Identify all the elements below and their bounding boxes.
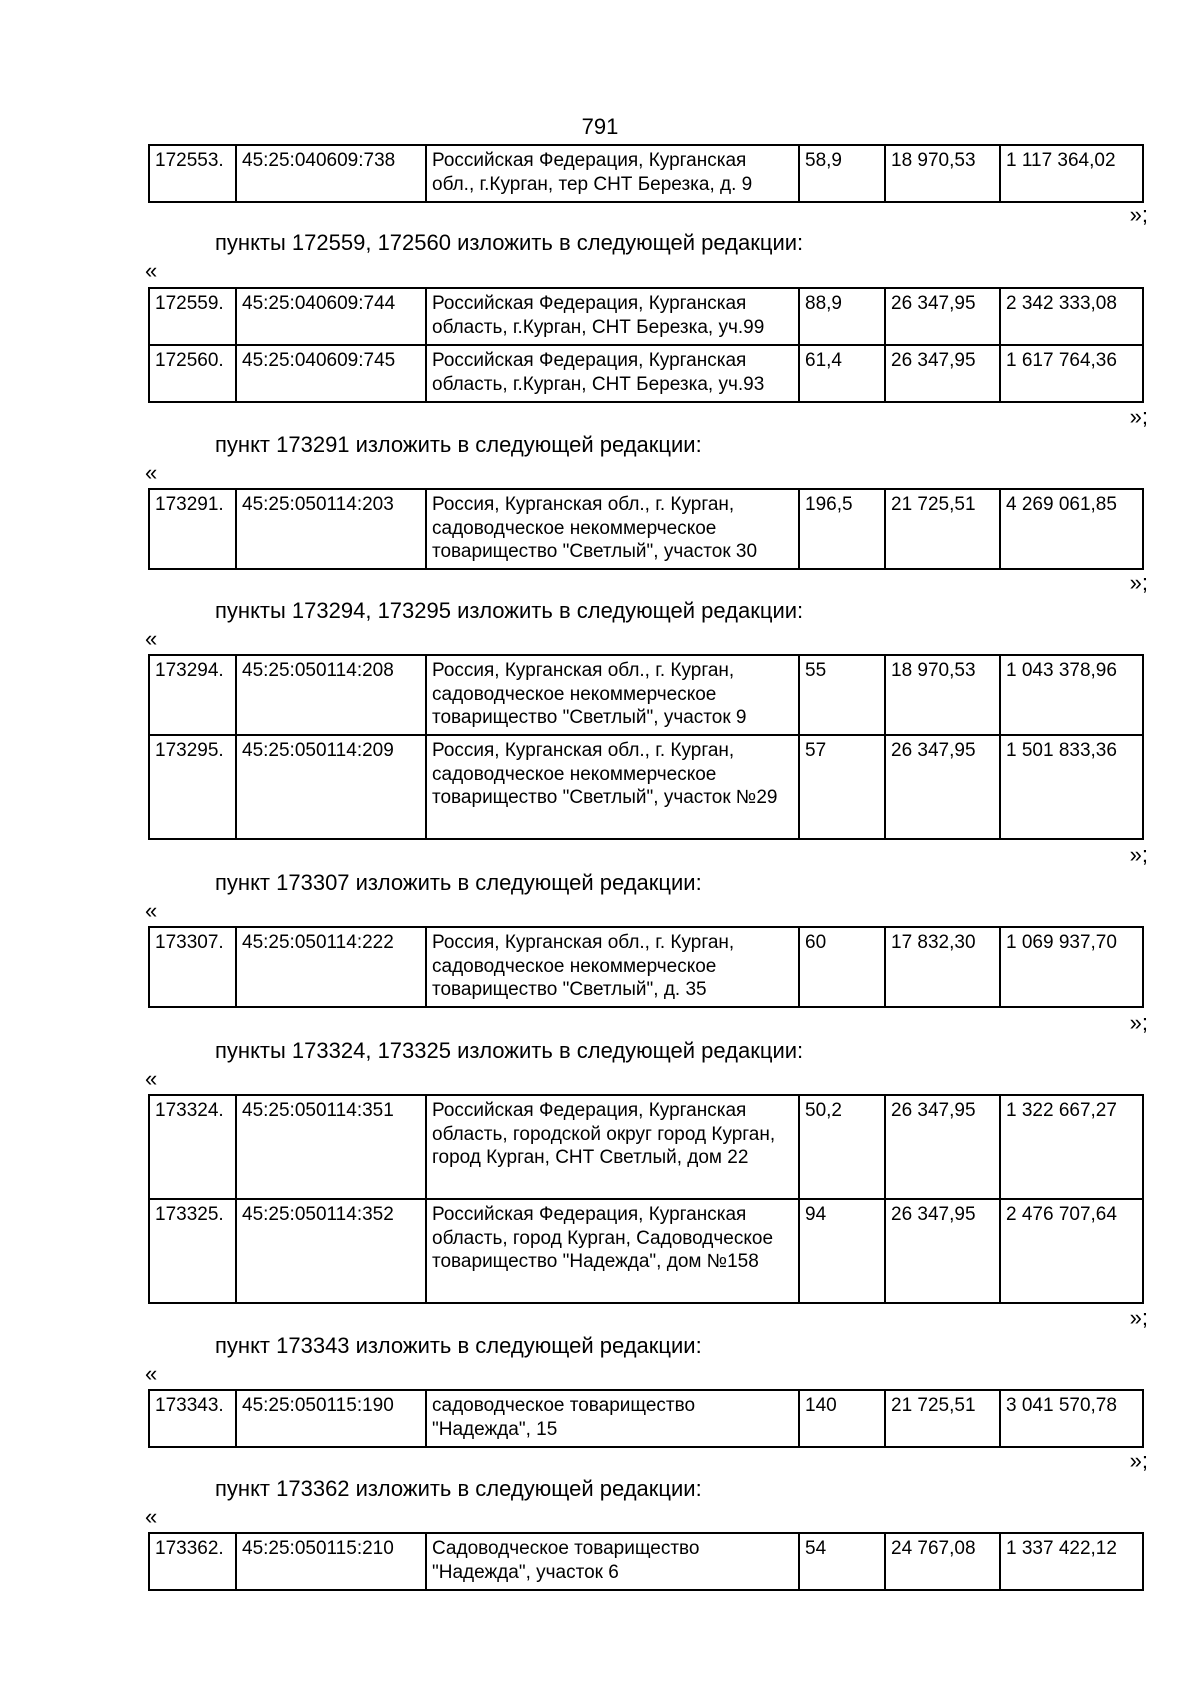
unit-value: 24 767,08 [885,1533,1000,1590]
item-number: 173343. [149,1390,236,1447]
item-number: 173325. [149,1199,236,1303]
record-table [148,1094,1144,1304]
table-row [149,1390,1143,1447]
unit-value: 17 832,30 [885,927,1000,1007]
opening-quote: « [145,898,158,923]
cadastral-number: 45:25:040609:744 [236,288,426,345]
cadastral-number: 45:25:040609:738 [236,145,426,202]
closing-quote: »; [1129,202,1148,227]
address: Садоводческое товарищество "Надежда", участок 6 [426,1533,799,1590]
unit-value: 26 347,95 [885,1199,1000,1303]
page-number: 791 [581,114,619,139]
cadastral-number: 45:25:050115:210 [236,1533,426,1590]
opening-quote: « [145,626,158,651]
unit-value: 18 970,53 [885,145,1000,202]
address: Российская Федерация, Курганская область, городской округ город Курган, город Курган, СНТ Светлый, дом 22 [426,1095,799,1199]
address: Российская Федерация, Курганская область, город Курган, Садоводческое товарищество "Надежда", дом №158 [426,1199,799,1303]
cadastral-value: 1 501 833,36 [1000,735,1143,839]
unit-value: 21 725,51 [885,489,1000,569]
amendment-instruction: пункты 172559, 172560 изложить в следующей редакции: [215,230,804,255]
table-row [149,655,1143,735]
cadastral-number: 45:25:050114:222 [236,927,426,1007]
address: Российская Федерация, Курганская область, г.Курган, СНТ Березка, уч.99 [426,288,799,345]
item-number: 173324. [149,1095,236,1199]
cadastral-value: 1 069 937,70 [1000,927,1143,1007]
unit-value: 26 347,95 [885,735,1000,839]
cadastral-number: 45:25:050115:190 [236,1390,426,1447]
amendment-instruction: пункты 173324, 173325 изложить в следующей редакции: [215,1038,804,1063]
cadastral-value: 1 337 422,12 [1000,1533,1143,1590]
unit-value: 26 347,95 [885,288,1000,345]
area: 88,9 [799,288,885,345]
table-row [149,1533,1143,1590]
record-table [148,488,1144,570]
closing-quote: »; [1129,1305,1148,1330]
address: Российская Федерация, Курганская область, г.Курган, СНТ Березка, уч.93 [426,345,799,402]
table-row [149,145,1143,202]
record-table [148,287,1144,403]
address: Россия, Курганская обл., г. Курган, садоводческое некоммерческое товарищество "Светлый", участок №29 [426,735,799,839]
opening-quote: « [145,460,158,485]
cadastral-number: 45:25:050114:209 [236,735,426,839]
closing-quote: »; [1129,1010,1148,1035]
cadastral-value: 3 041 570,78 [1000,1390,1143,1447]
address: Россия, Курганская обл., г. Курган, садоводческое некоммерческое товарищество "Светлый", участок 30 [426,489,799,569]
area: 94 [799,1199,885,1303]
cadastral-value: 1 043 378,96 [1000,655,1143,735]
address: Россия, Курганская обл., г. Курган, садоводческое некоммерческое товарищество "Светлый", д. 35 [426,927,799,1007]
table-row [149,1095,1143,1199]
area: 140 [799,1390,885,1447]
address: садоводческое товарищество "Надежда", 15 [426,1390,799,1447]
unit-value: 21 725,51 [885,1390,1000,1447]
closing-quote: »; [1129,1448,1148,1473]
item-number: 172559. [149,288,236,345]
address: Российская Федерация, Курганская обл., г.Курган, тер СНТ Березка, д. 9 [426,145,799,202]
amendment-instruction: пункт 173307 изложить в следующей редакции: [215,870,702,895]
area: 57 [799,735,885,839]
unit-value: 26 347,95 [885,1095,1000,1199]
closing-quote: »; [1129,570,1148,595]
amendment-instruction: пункт 173343 изложить в следующей редакции: [215,1333,702,1358]
record-table [148,1532,1144,1591]
cadastral-number: 45:25:050114:351 [236,1095,426,1199]
area: 58,9 [799,145,885,202]
amendment-instruction: пункт 173362 изложить в следующей редакции: [215,1476,702,1501]
cadastral-number: 45:25:050114:203 [236,489,426,569]
record-table [148,144,1144,203]
table-row [149,735,1143,839]
record-table [148,654,1144,840]
unit-value: 26 347,95 [885,345,1000,402]
item-number: 173307. [149,927,236,1007]
table-row [149,927,1143,1007]
cadastral-number: 45:25:050114:352 [236,1199,426,1303]
cadastral-value: 1 322 667,27 [1000,1095,1143,1199]
closing-quote: »; [1129,404,1148,429]
cadastral-number: 45:25:040609:745 [236,345,426,402]
item-number: 172553. [149,145,236,202]
record-table [148,926,1144,1008]
area: 50,2 [799,1095,885,1199]
area: 61,4 [799,345,885,402]
item-number: 172560. [149,345,236,402]
closing-quote: »; [1129,842,1148,867]
item-number: 173362. [149,1533,236,1590]
address: Россия, Курганская обл., г. Курган, садоводческое некоммерческое товарищество "Светлый", участок 9 [426,655,799,735]
amendment-instruction: пункты 173294, 173295 изложить в следующей редакции: [215,598,804,623]
opening-quote: « [145,258,158,283]
table-row [149,345,1143,402]
area: 60 [799,927,885,1007]
cadastral-value: 1 117 364,02 [1000,145,1143,202]
area: 54 [799,1533,885,1590]
opening-quote: « [145,1361,158,1386]
cadastral-value: 2 342 333,08 [1000,288,1143,345]
cadastral-number: 45:25:050114:208 [236,655,426,735]
item-number: 173295. [149,735,236,839]
cadastral-value: 1 617 764,36 [1000,345,1143,402]
record-table [148,1389,1144,1448]
cadastral-value: 4 269 061,85 [1000,489,1143,569]
area: 196,5 [799,489,885,569]
unit-value: 18 970,53 [885,655,1000,735]
cadastral-value: 2 476 707,64 [1000,1199,1143,1303]
area: 55 [799,655,885,735]
table-row [149,1199,1143,1303]
item-number: 173291. [149,489,236,569]
amendment-instruction: пункт 173291 изложить в следующей редакции: [215,432,702,457]
table-row [149,489,1143,569]
table-row [149,288,1143,345]
opening-quote: « [145,1066,158,1091]
opening-quote: « [145,1504,158,1529]
item-number: 173294. [149,655,236,735]
